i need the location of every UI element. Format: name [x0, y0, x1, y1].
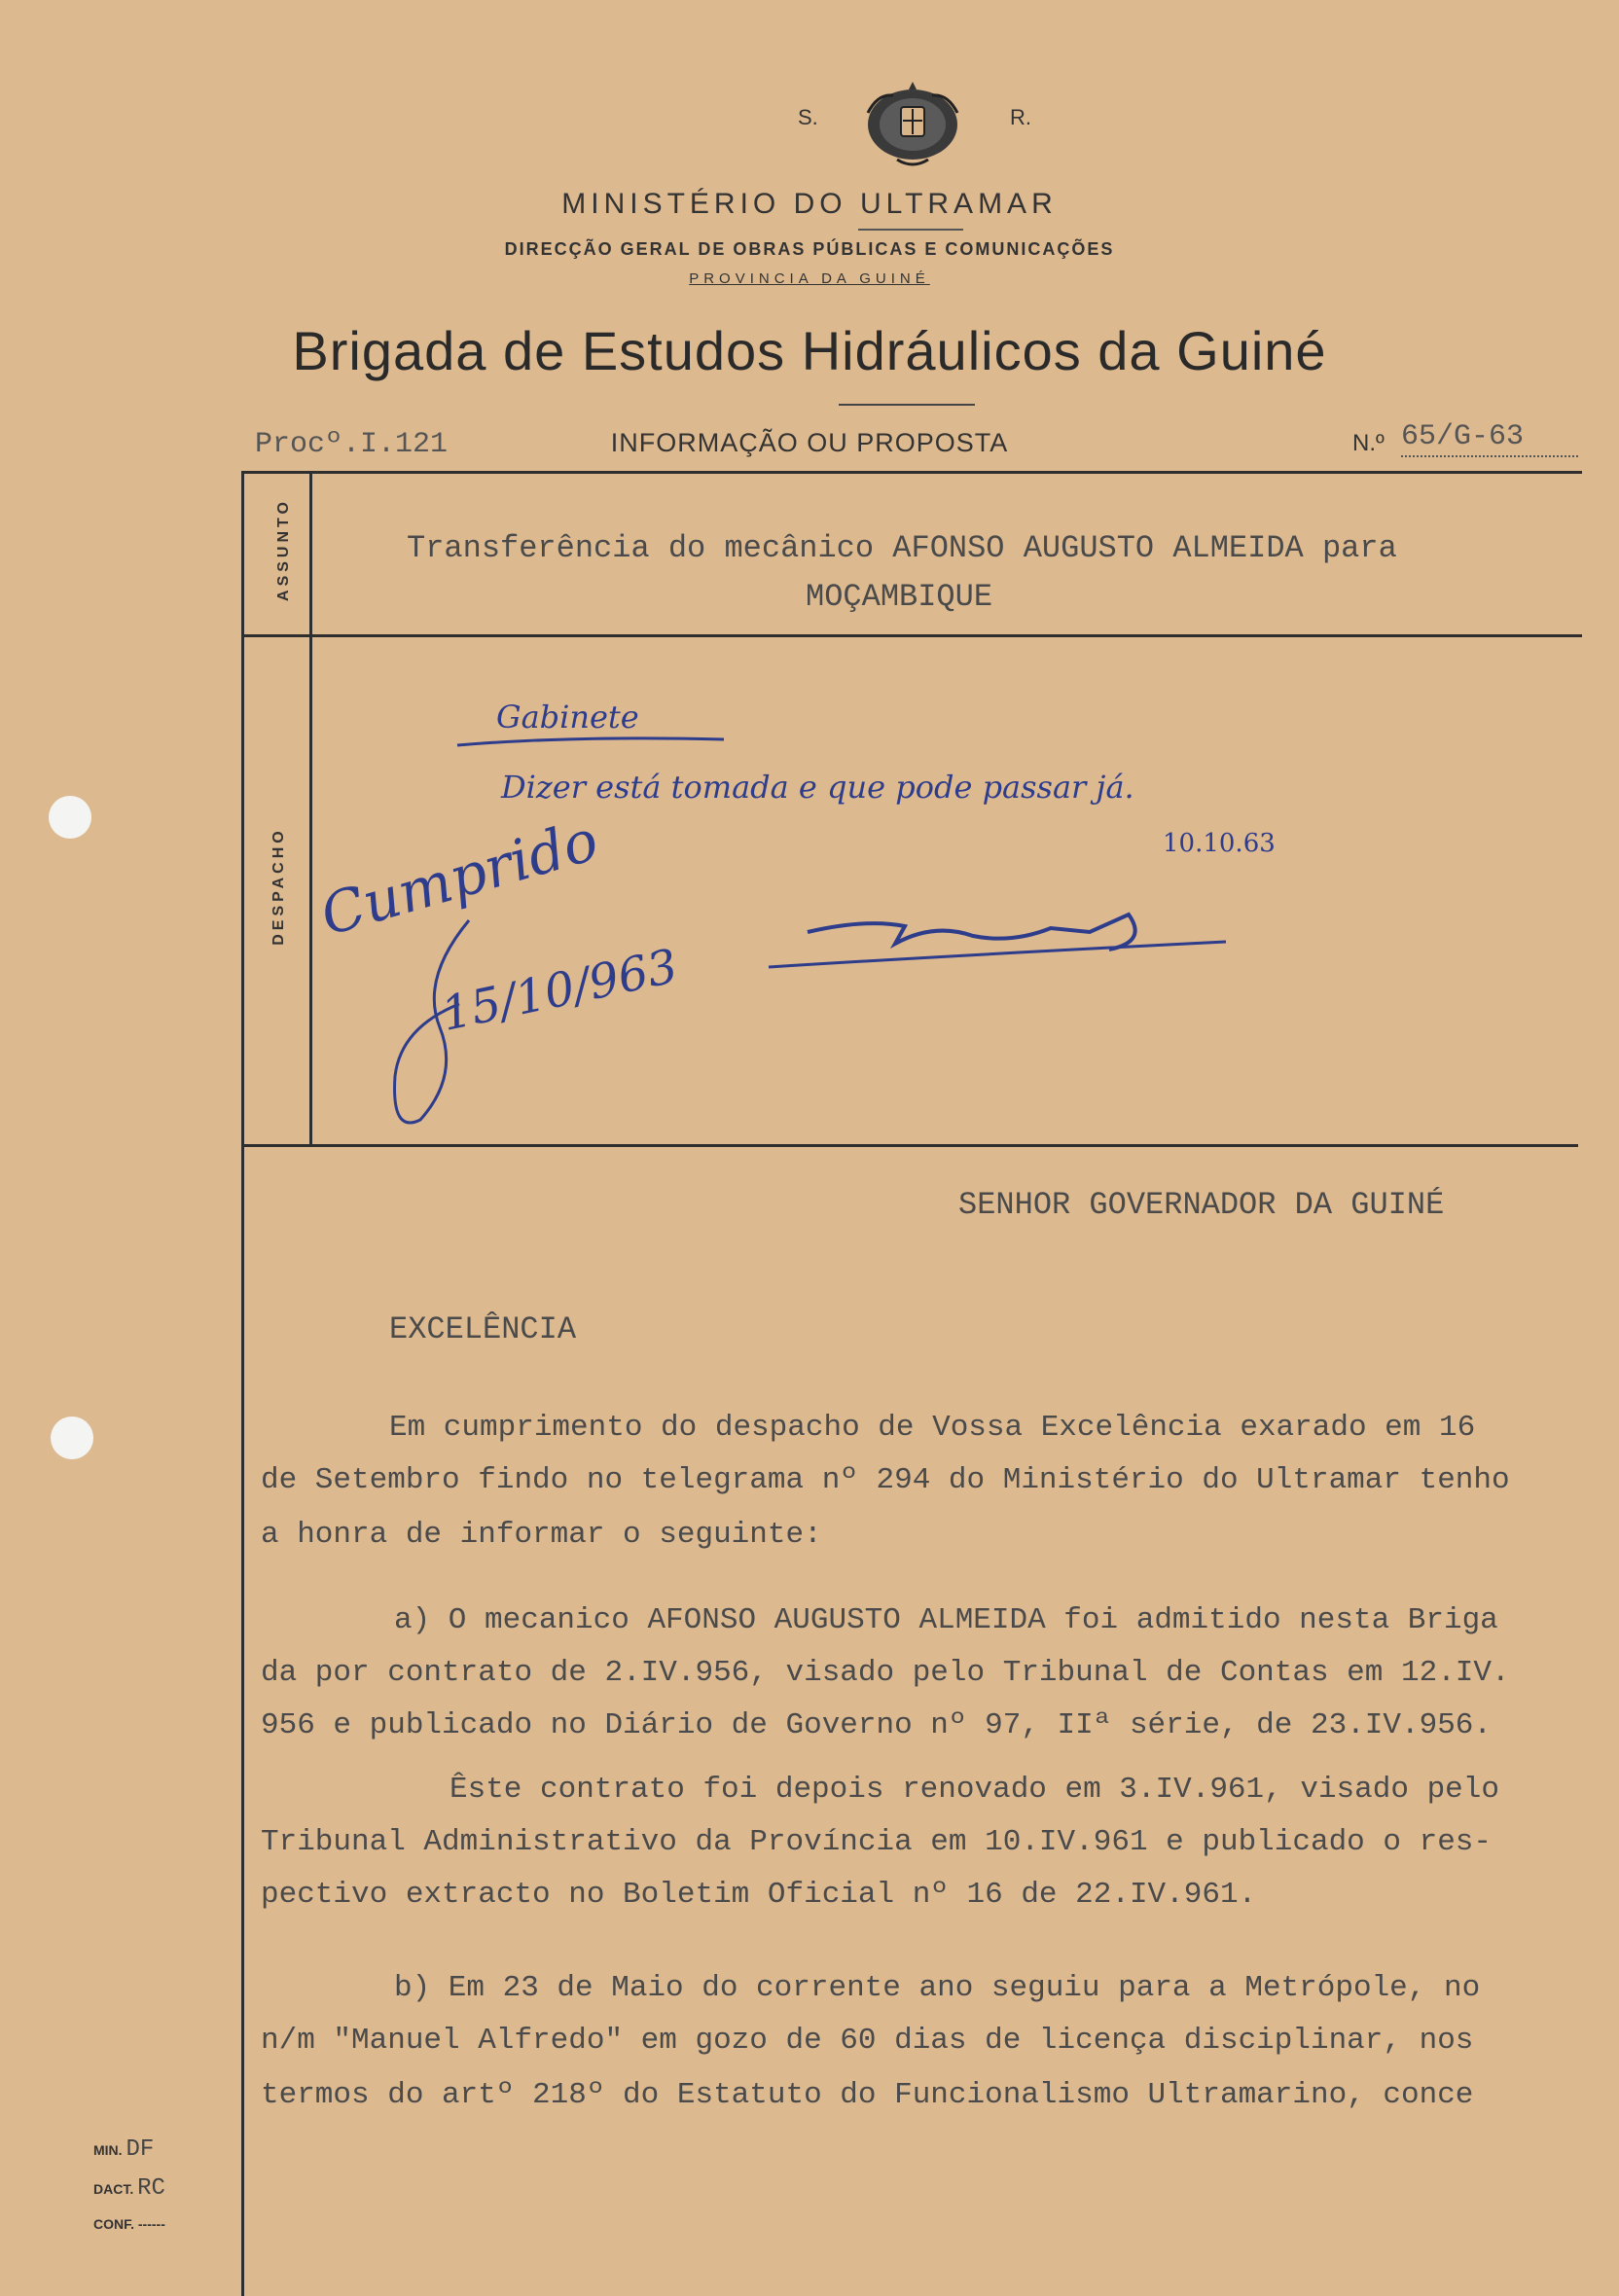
ministry-underline [858, 229, 963, 231]
handwritten-date-2: 15/10/963 [436, 939, 683, 1042]
coat-of-arms-icon [858, 74, 967, 171]
body-line-9: pectivo extracto no Boletim Oficial nº 16 de 22.IV.961. [261, 1878, 1257, 1912]
body-line-1: Em cumprimento do despacho de Vossa Excelência exarado em 16 [389, 1411, 1476, 1445]
body-line-5: da por contrato de 2.IV.956, visado pelo Tribunal de Contas em 12.IV. [261, 1656, 1510, 1690]
rule-despacho-bottom [241, 1144, 1578, 1147]
footer-dact-value: RC [137, 2175, 165, 2202]
footer-dact [93, 2175, 165, 2202]
body-line-3: a honra de informar o seguinte: [261, 1518, 822, 1552]
footer-conf [93, 2216, 165, 2232]
subject-line-1: Transferência do mecânico AFONSO AUGUSTO ALMEIDA para [407, 530, 1397, 566]
directorate-title: DIRECÇÃO GERAL DE OBRAS PÚBLICAS E COMUNICAÇÕES [504, 239, 1115, 259]
body-line-11: n/m "Manuel Alfredo" em gozo de 60 dias de licença disciplinar, nos [261, 2024, 1474, 2058]
body-line-7: Êste contrato foi depois renovado em 3.IV.961, visado pelo [450, 1773, 1499, 1807]
footer-dact-label: DACT. [93, 2181, 134, 2197]
footer-conf-value: ------ [137, 2216, 165, 2232]
despacho-label: DESPACHO [270, 827, 287, 946]
header-s: S. [798, 105, 818, 129]
body-line-6: 956 e publicado no Diário de Governo nº 97, IIª série, de 23.IV.956. [261, 1708, 1493, 1742]
province-title: PROVINCIA DA GUINÉ [689, 270, 930, 287]
handwritten-date-1: 10.10.63 [1163, 829, 1276, 858]
handwritten-flourish [381, 911, 518, 1134]
footer-min-label: MIN. [93, 2142, 123, 2158]
punch-hole-bottom [51, 1417, 93, 1459]
header-r: R. [1010, 105, 1031, 129]
handwritten-signature [759, 893, 1236, 981]
handwritten-instruction: Dizer está tomada e que pode passar já. [501, 769, 1134, 806]
assunto-label: ASSUNTO [275, 498, 292, 601]
footer-conf-label: CONF. [93, 2216, 134, 2232]
body-line-12: termos do artº 218º do Estatuto do Funcionalismo Ultramarino, conce [261, 2078, 1474, 2112]
addressee: SENHOR GOVERNADOR DA GUINÉ [958, 1187, 1445, 1223]
salutation: EXCELÊNCIA [389, 1311, 577, 1347]
body-line-4: a) O mecanico AFONSO AUGUSTO ALMEIDA foi admitido nesta Briga [394, 1603, 1498, 1637]
body-line-2: de Setembro findo no telegrama nº 294 do Ministério do Ultramar tenho [261, 1463, 1510, 1497]
handwritten-cumprido: Cumprido [313, 807, 605, 949]
subject-line-2: MOÇAMBIQUE [806, 579, 993, 615]
brigade-underline [839, 404, 975, 406]
brigade-title: Brigada de Estudos Hidráulicos da Guiné [292, 320, 1327, 381]
rule-label-column [309, 471, 312, 1144]
handwriting-underline [455, 732, 728, 751]
handwritten-gabinete: Gabinete [496, 699, 639, 735]
rule-left-margin [241, 471, 244, 2296]
number-value: 65/G-63 [1401, 420, 1578, 457]
number-label: N.º [1352, 430, 1385, 456]
rule-top [241, 471, 1582, 474]
rule-assunto-bottom [241, 634, 1582, 637]
process-number: Procº.I.121 [255, 428, 449, 461]
body-line-8: Tribunal Administrativo da Província em 10.IV.961 e publicado o res- [261, 1825, 1493, 1859]
footer-min-value: DF [126, 2136, 155, 2163]
form-title: INFORMAÇÃO OU PROPOSTA [610, 428, 1009, 457]
body-line-10: b) Em 23 de Maio do corrente ano seguiu para a Metrópole, no [394, 1971, 1481, 2005]
ministry-title: MINISTÉRIO DO ULTRAMAR [561, 188, 1058, 220]
punch-hole-top [49, 796, 91, 839]
footer-min [93, 2136, 154, 2163]
